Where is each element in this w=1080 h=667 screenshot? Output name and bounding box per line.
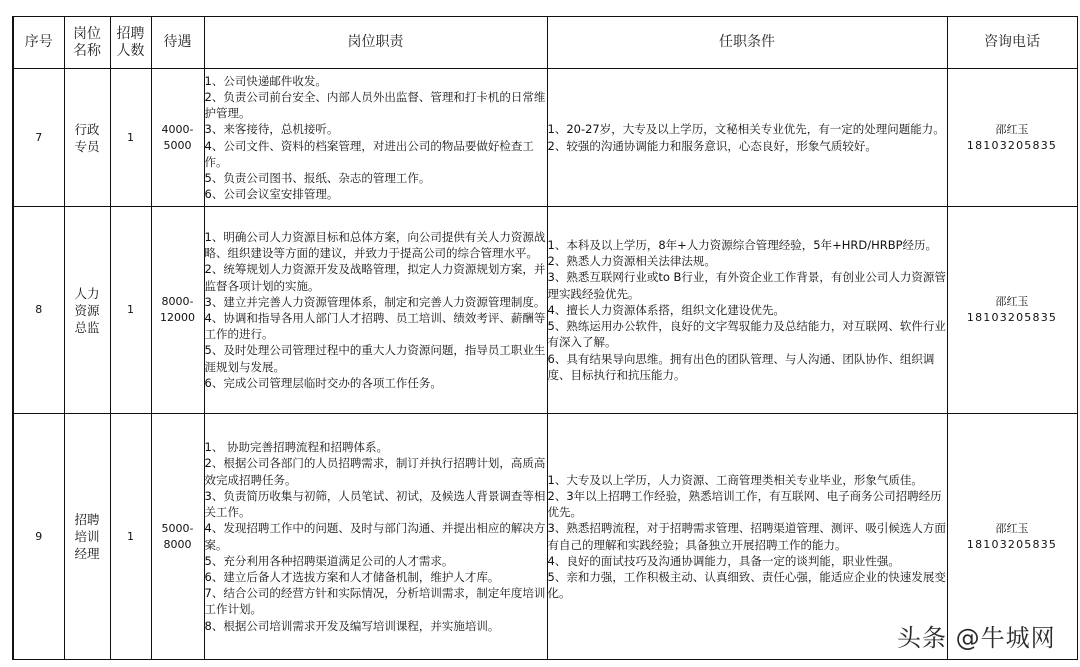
duty-item: 5、充分利用各种招聘渠道满足公司的人才需求。 xyxy=(204,553,454,568)
header-seq: 序号 xyxy=(13,17,64,69)
duty-item: 6、公司会议室安排管理。 xyxy=(204,187,339,202)
duty-item: 5、及时处理公司管理过程中的重大人力资源问题，指导员工职业生涯规划与发展。 xyxy=(204,343,546,374)
duty-item: 4、公司文件、资料的档案管理，对进出公司的物品要做好检查工作。 xyxy=(204,138,534,169)
cell-headcount: 1 xyxy=(110,414,151,660)
contact-phone: 18103205835 xyxy=(966,537,1058,551)
header-row xyxy=(13,17,1077,69)
contact-phone: 18103205835 xyxy=(966,138,1058,152)
cell-requirements xyxy=(547,414,947,660)
cell-salary xyxy=(151,69,204,207)
requirement-item: 3、熟悉互联网行业或to B行业，有外资企业工作背景，有创业公司人力资源管理实践经验优先。 xyxy=(547,270,946,301)
cell-salary xyxy=(151,207,204,414)
requirement-item: 1、本科及以上学历，8年+人力资源综合管理经验，5年+HRD/HRBP经历。 xyxy=(547,238,938,253)
requirement-item: 2、3年以上招聘工作经验，熟悉培训工作，有互联网、电子商务公司招聘经历优先。 xyxy=(547,488,942,520)
cell-contact xyxy=(947,69,1077,207)
position-line: 人力 xyxy=(74,285,100,301)
salary-line: 5000 xyxy=(163,138,192,152)
header-position xyxy=(64,17,110,69)
requirement-item: 4、擅长人力资源体系搭，组织文化建设优先。 xyxy=(547,302,785,317)
position-line: 培训 xyxy=(74,529,100,544)
contact-name: 邵红玉 xyxy=(995,521,1029,535)
position-line: 行政 xyxy=(74,121,100,137)
requirement-item: 1、大专及以上学历，人力资源、工商管理类相关专业毕业，形象气质佳。 xyxy=(547,472,923,487)
cell-requirements xyxy=(547,207,947,414)
duty-item: 1、公司快递邮件收发。 xyxy=(204,73,327,88)
salary-line: 5000- xyxy=(161,521,194,535)
cell-contact xyxy=(947,207,1077,414)
duty-item: 7、结合公司的经营方针和实际情况，分析培训需求，制定年度培训工作计划。 xyxy=(204,586,546,617)
cell-duties xyxy=(204,414,547,660)
table-row xyxy=(13,69,1077,207)
duty-item: 8、根据公司培训需求开发及编写培训课程，并实施培训。 xyxy=(204,618,500,633)
requirement-item: 4、良好的面试技巧及沟通协调能力，具备一定的谈判能，职业性强。 xyxy=(547,553,900,568)
duty-item: 4、发现招聘工作中的问题、及时与部门沟通、并提出相应的解决方案。 xyxy=(204,521,546,552)
requirement-item: 5、熟练运用办公软件，良好的文字驾驭能力及总结能力，对互联网、软件行业有深入了解。 xyxy=(547,319,946,350)
cell-headcount: 1 xyxy=(110,207,151,414)
requirement-item: 6、具有结果导向思维。拥有出色的团队管理、与人沟通、团队协作、组织调度、目标执行和抗压能力。 xyxy=(547,351,935,382)
requirement-item: 3、熟悉招聘流程，对于招聘需求管理、招聘渠道管理、测评、吸引候选人方面有自己的理解和实践经验；具备独立开展招聘工作的能力。 xyxy=(547,521,946,552)
duty-item: 1、 协助完善招聘流程和招聘体系。 xyxy=(204,440,388,455)
duty-item: 4、协调和指导各用人部门人才招聘、员工培训、绩效考评、薪酬等工作的进行。 xyxy=(204,311,546,342)
salary-line: 8000- xyxy=(161,295,194,308)
cell-seq: 8 xyxy=(13,207,64,414)
salary-line: 12000 xyxy=(160,311,195,324)
cell-requirements xyxy=(547,69,947,207)
cell-seq: 7 xyxy=(13,69,64,207)
duty-item: 2、负责公司前台安全、内部人员外出监督、管理和打卡机的日常维护管理。 xyxy=(204,89,546,121)
duty-item: 6、建立后备人才选拔方案和人才储备机制，维护人才库。 xyxy=(204,569,500,584)
cell-duties xyxy=(204,69,547,207)
header-position-line2: 名称 xyxy=(73,42,101,59)
cell-duties xyxy=(204,207,547,414)
position-line: 总监 xyxy=(74,319,100,335)
position-line: 经理 xyxy=(74,546,100,561)
cell-position xyxy=(64,207,110,414)
header-headcount-line2: 人数 xyxy=(116,42,145,59)
duty-item: 6、完成公司管理层临时交办的各项工作任务。 xyxy=(204,375,442,390)
contact-name: 邵红玉 xyxy=(995,122,1029,136)
header-headcount xyxy=(110,17,151,69)
header-duties: 岗位职责 xyxy=(204,17,547,69)
position-line: 招聘 xyxy=(74,512,100,527)
header-position-line1: 岗位 xyxy=(73,25,101,42)
contact-phone: 18103205835 xyxy=(966,311,1058,324)
requirement-item: 5、亲和力强，工作积极主动、认真细致、责任心强，能适应企业的快速发展变化。 xyxy=(547,569,946,601)
header-requirements: 任职条件 xyxy=(547,17,947,69)
requirement-item: 1、20-27岁，大专及以上学历，文秘相关专业优先，有一定的处理问题能力。 xyxy=(547,122,945,137)
salary-line: 8000 xyxy=(163,537,192,551)
duty-item: 1、明确公司人力资源目标和总体方案，向公司提供有关人力资源战略、组织建设等方面的建议，并致力于提高公司的综合管理水平。 xyxy=(204,229,546,261)
duty-item: 3、建立并完善人力资源管理体系，制定和完善人力资源管理制度。 xyxy=(204,294,546,309)
requirement-item: 2、熟悉人力资源相关法律法规。 xyxy=(547,254,716,269)
cell-headcount: 1 xyxy=(110,69,151,207)
duty-item: 2、根据公司各部门的人员招聘需求，制订并执行招聘计划，高质高效完成招聘任务。 xyxy=(204,456,546,487)
duty-item: 3、来客接待，总机接听。 xyxy=(204,122,339,137)
contact-name: 邵红玉 xyxy=(995,295,1029,308)
duty-item: 2、统筹规划人力资源开发及战略管理，拟定人力资源规划方案，并监督各项计划的实施。 xyxy=(204,262,546,293)
header-salary: 待遇 xyxy=(151,17,204,69)
position-line: 资源 xyxy=(74,302,100,318)
job-listing-table xyxy=(12,16,1078,660)
cell-position xyxy=(64,414,110,660)
cell-seq: 9 xyxy=(13,414,64,660)
cell-salary xyxy=(151,414,204,660)
duty-item: 5、负责公司图书、报纸、杂志的管理工作。 xyxy=(204,170,431,185)
table-row xyxy=(13,207,1077,414)
cell-position xyxy=(64,69,110,207)
header-headcount-line1: 招聘 xyxy=(116,25,145,42)
salary-line: 4000- xyxy=(161,122,194,136)
watermark: 头条 @牛城网 xyxy=(897,624,1056,652)
header-contact: 咨询电话 xyxy=(947,17,1077,69)
requirement-item: 2、较强的沟通协调能力和服务意识，心态良好，形象气质较好。 xyxy=(547,138,877,153)
position-line: 专员 xyxy=(74,138,100,154)
duty-item: 3、负责简历收集与初筛，人员笔试、初试，及候选人背景调查等相关工作。 xyxy=(204,488,546,520)
